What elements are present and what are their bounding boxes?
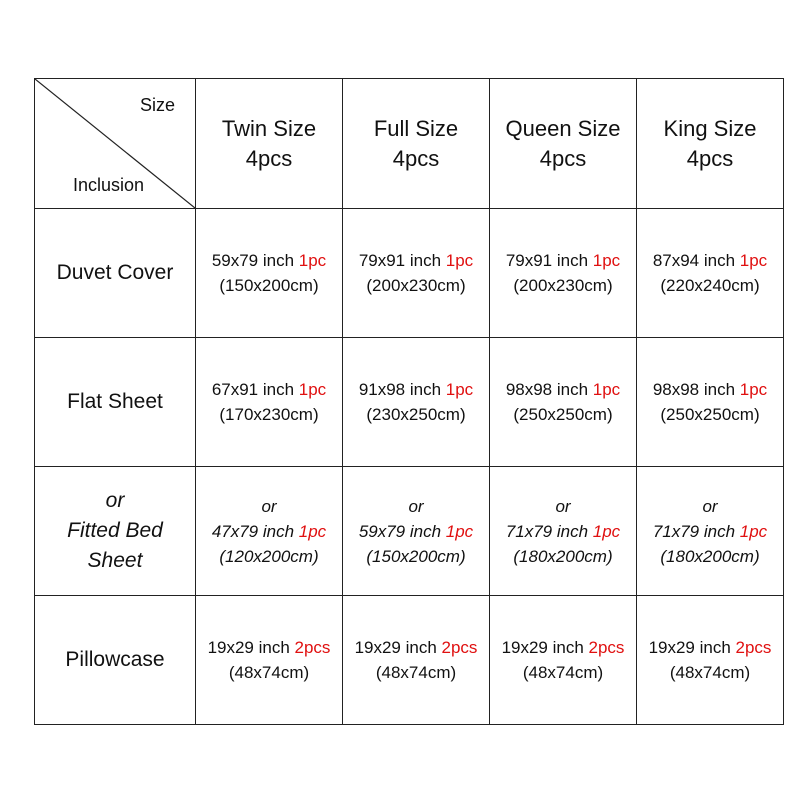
or-text: or: [261, 496, 277, 516]
inch-size-line: [490, 248, 636, 273]
table-cell: [343, 596, 490, 725]
row-flat-sheet: [35, 338, 784, 467]
table-cell: [637, 467, 784, 596]
header-size-name: Full Size: [373, 115, 459, 141]
row-duvet-cover: [35, 209, 784, 338]
quantity: 1pc: [445, 521, 474, 541]
inch-size: 19x29 inch: [648, 638, 736, 657]
quantity: 1pc: [739, 521, 768, 541]
inch-size: 87x94 inch: [652, 251, 740, 270]
header-size-name: King Size: [663, 115, 757, 141]
row-pillowcase: [35, 596, 784, 725]
row-label: Fitted Bed: [67, 519, 163, 542]
quantity: 1pc: [298, 521, 327, 541]
table-cell: [196, 209, 343, 338]
table-cell: [343, 209, 490, 338]
inch-size: 98x98 inch: [505, 380, 593, 399]
header-queen: [490, 79, 637, 209]
or-text: or: [408, 496, 424, 516]
inch-size: 59x79 inch: [358, 521, 446, 541]
quantity: 1pc: [445, 380, 474, 399]
metric-size: (200x230cm): [513, 276, 613, 295]
table-cell: [196, 596, 343, 725]
table-cell: [490, 338, 637, 467]
inch-size-line: [343, 248, 489, 273]
table-cell: [490, 209, 637, 338]
inch-size-line: [343, 635, 489, 660]
header-piece-count: 4pcs: [539, 145, 587, 171]
header-piece-count: 4pcs: [392, 145, 440, 171]
inch-size-line: [196, 635, 342, 660]
corner-inclusion-label: Inclusion: [73, 175, 145, 195]
metric-size: (48x74cm): [522, 663, 604, 682]
header-size-name: Twin Size: [221, 115, 317, 141]
inch-size: 71x79 inch: [505, 521, 593, 541]
table-cell: [343, 338, 490, 467]
or-text: or: [555, 496, 571, 516]
inch-size-line: [637, 248, 783, 273]
inch-size: 79x91 inch: [358, 251, 446, 270]
row-label: Duvet Cover: [56, 261, 174, 284]
quantity: 2pcs: [588, 638, 625, 657]
inch-size-line: [196, 519, 342, 544]
bedding-size-table: [34, 78, 784, 725]
inch-size: 71x79 inch: [652, 521, 740, 541]
quantity: 1pc: [298, 251, 327, 270]
row-label: Flat Sheet: [67, 390, 163, 413]
row-label-or: or: [105, 489, 125, 512]
header-full: [343, 79, 490, 209]
inch-size-line: [490, 635, 636, 660]
metric-size: (180x200cm): [660, 546, 760, 566]
or-text: or: [702, 496, 718, 516]
metric-size: (230x250cm): [366, 405, 466, 424]
table-cell: [637, 209, 784, 338]
inch-size: 98x98 inch: [652, 380, 740, 399]
corner-cell: [35, 79, 196, 209]
header-twin: [196, 79, 343, 209]
quantity: 1pc: [592, 380, 621, 399]
header-king: [637, 79, 784, 209]
metric-size: (170x230cm): [219, 405, 319, 424]
inch-size-line: [637, 519, 783, 544]
quantity: 1pc: [298, 380, 327, 399]
quantity: 2pcs: [441, 638, 478, 657]
table-cell: [196, 338, 343, 467]
row-label-cell: [35, 596, 196, 725]
inch-size: 67x91 inch: [211, 380, 299, 399]
metric-size: (48x74cm): [375, 663, 457, 682]
inch-size: 47x79 inch: [211, 521, 299, 541]
row-label-cell: [35, 338, 196, 467]
inch-size-line: [196, 377, 342, 402]
header-piece-count: 4pcs: [245, 145, 293, 171]
quantity: 1pc: [445, 251, 474, 270]
metric-size: (180x200cm): [513, 546, 613, 566]
metric-size: (120x200cm): [219, 546, 319, 566]
row-label-cell: [35, 209, 196, 338]
quantity: 2pcs: [294, 638, 331, 657]
corner-size-label: Size: [139, 95, 175, 115]
table-cell: [343, 467, 490, 596]
inch-size: 79x91 inch: [505, 251, 593, 270]
metric-size: (200x230cm): [366, 276, 466, 295]
inch-size-line: [490, 519, 636, 544]
inch-size-line: [490, 377, 636, 402]
inch-size: 59x79 inch: [211, 251, 299, 270]
metric-size: (48x74cm): [669, 663, 751, 682]
table-cell: [637, 596, 784, 725]
table-cell: [637, 338, 784, 467]
inch-size-line: [343, 519, 489, 544]
metric-size: (250x250cm): [513, 405, 613, 424]
metric-size: (150x200cm): [219, 276, 319, 295]
inch-size-line: [196, 248, 342, 273]
metric-size: (150x200cm): [366, 546, 466, 566]
quantity: 1pc: [592, 251, 621, 270]
table-cell: [490, 596, 637, 725]
metric-size: (250x250cm): [660, 405, 760, 424]
table-cell: [490, 467, 637, 596]
header-piece-count: 4pcs: [686, 145, 734, 171]
metric-size: (220x240cm): [660, 276, 760, 295]
inch-size: 19x29 inch: [207, 638, 295, 657]
metric-size: (48x74cm): [228, 663, 310, 682]
header-size-name: Queen Size: [505, 115, 621, 141]
row-label-continued: Sheet: [87, 549, 143, 572]
header-row: [35, 79, 784, 209]
inch-size: 19x29 inch: [501, 638, 589, 657]
row-label: Pillowcase: [65, 648, 165, 671]
quantity: 1pc: [592, 521, 621, 541]
inch-size: 91x98 inch: [358, 380, 446, 399]
row-fitted-bed-sheet: [35, 467, 784, 596]
quantity: 2pcs: [735, 638, 772, 657]
inch-size-line: [343, 377, 489, 402]
table-cell: [196, 467, 343, 596]
quantity: 1pc: [739, 251, 768, 270]
inch-size-line: [637, 635, 783, 660]
quantity: 1pc: [739, 380, 768, 399]
inch-size: 19x29 inch: [354, 638, 442, 657]
inch-size-line: [637, 377, 783, 402]
row-label-cell: [35, 467, 196, 596]
